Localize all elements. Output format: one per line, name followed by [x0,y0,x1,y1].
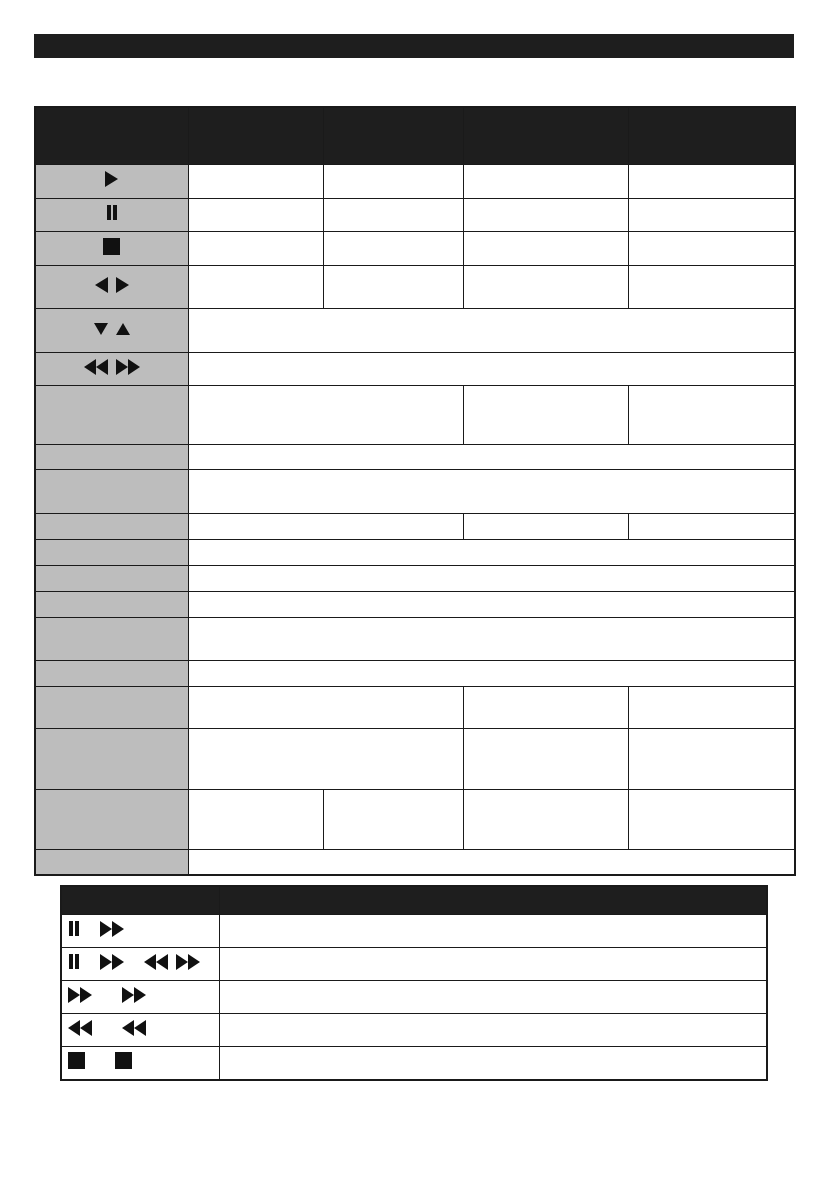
table-row [35,729,795,790]
rewind-icon [84,359,108,375]
stop-icon [68,1052,85,1069]
table-row [35,199,795,232]
header-cell [463,107,628,165]
key-cell [35,232,188,266]
table-row [35,514,795,540]
pause-icon [68,921,80,936]
key-cell [35,199,188,232]
table-row [35,445,795,470]
table-row [35,592,795,618]
table-row [35,850,795,875]
down-arrow-icon [94,323,108,335]
key-cell [35,353,188,386]
play-icon [105,171,118,187]
table-row [35,386,795,445]
pause-icon [106,205,118,220]
up-arrow-icon [116,323,130,335]
header-cell [628,107,795,165]
table-row [35,566,795,592]
key-cell [35,309,188,353]
table-row [35,618,795,661]
fast-forward-icon [116,359,140,375]
table-row [35,790,795,850]
table-row [35,266,795,309]
fast-forward-icon [68,987,92,1003]
rewind-icon [68,1020,92,1036]
table-row [35,540,795,566]
fast-forward-icon [122,987,146,1003]
right-arrow-icon [116,277,129,293]
rewind-icon [122,1020,146,1036]
legend-row [61,1047,767,1081]
table-row [35,687,795,729]
legend-row [61,981,767,1014]
rewind-icon [144,954,168,970]
legend-row [61,915,767,948]
function-table [34,106,796,876]
table-header-row [35,107,795,165]
section-header-bar [34,34,794,58]
legend-table [60,885,768,1081]
table-row [35,470,795,514]
stop-icon [103,238,120,255]
table-row [35,353,795,386]
header-cell [323,107,463,165]
legend-row [61,1014,767,1047]
fast-forward-icon [100,954,124,970]
key-cell [35,266,188,309]
table-row [35,309,795,353]
table-row [35,232,795,266]
header-cell [35,107,188,165]
legend-row [61,948,767,981]
left-arrow-icon [95,277,108,293]
table-row [35,661,795,687]
header-cell [188,107,323,165]
fast-forward-icon [176,954,200,970]
key-cell [35,165,188,199]
legend-header-row [61,886,767,915]
stop-icon [115,1052,132,1069]
table-row [35,165,795,199]
fast-forward-icon [100,921,124,937]
pause-icon [68,954,80,969]
